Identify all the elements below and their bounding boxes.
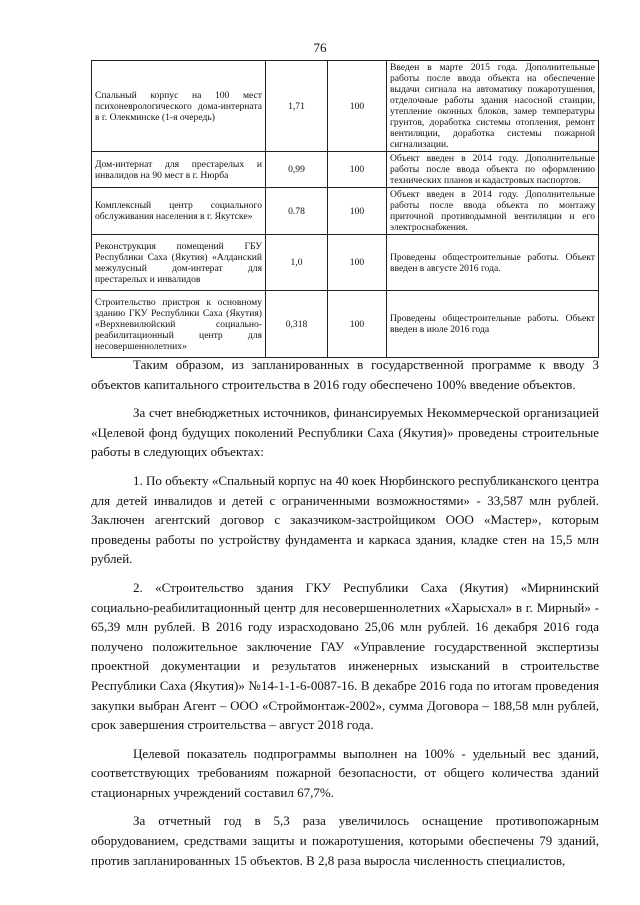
note-cell: Проведены общестроительные работы. Объект введен в августе 2016 года. <box>387 235 599 291</box>
paragraph: Целевой показатель подпрограммы выполнен на 100% - удельный вес зданий, соответствующих требованиям пожарной безопасности, от общего количества зданий стационарных учреждений составил 67,7%. <box>91 745 599 800</box>
value-cell: 1,71 <box>266 61 328 152</box>
object-name-cell: Дом-интернат для престарелых и инвалидов на 90 мест в г. Нюрба <box>92 152 266 188</box>
object-name-cell: Строительство пристроя к основному зданию ГКУ Республики Саха (Якутия) «Верхневилюйский социально-реабилитационный центр для несовершеннолетних» <box>92 291 266 358</box>
object-name-cell: Спальный корпус на 100 мест психоневрологического дома-интерната в г. Олекминске (1-я очередь) <box>92 61 266 152</box>
table-row <box>92 188 599 235</box>
value-cell: 0,318 <box>266 291 328 358</box>
percent-cell: 100 <box>328 188 387 235</box>
object-name-cell: Реконструкция помещений ГБУ Республики Саха (Якутия) «Алданский межулусный дом-интерат для престарелых и инвалидов <box>92 235 266 291</box>
paragraph: 1. По объекту «Спальный корпус на 40 коек Нюрбинского республиканского центра для детей инвалидов и детей с ограниченными возможностями» - 33,587 млн рублей. Заключен агентский договор с заказчиком-застройщиком ООО «Мастер», которым проведены работы по устройству фундамента и каркаса здания, кладке стен на 15,5 млн рублей. <box>91 472 599 567</box>
table-row <box>92 291 599 358</box>
percent-cell: 100 <box>328 152 387 188</box>
paragraph: Таким образом, из запланированных в государственной программе к вводу 3 объектов капитального строительства в 2016 году обеспечено 100% введение объектов. <box>91 357 599 392</box>
table-row <box>92 235 599 291</box>
body-text <box>91 355 599 870</box>
note-cell: Объект введен в 2014 году. Дополнительные работы после ввода объекта по монтажу приточной противодымной вентиляции и его электроснабжения. <box>387 188 599 235</box>
percent-cell: 100 <box>328 61 387 152</box>
paragraph: За отчетный год в 5,3 раза увеличилось оснащение противопожарным оборудованием, средствами защиты и пожаротушения, которыми обеспечены 79 зданий, против запланированных 15 объектов. В 2,8 раза выросла численность специалистов, <box>91 813 599 868</box>
value-cell: 0.78 <box>266 188 328 235</box>
table-row <box>92 61 599 152</box>
percent-cell: 100 <box>328 235 387 291</box>
construction-objects-table <box>91 60 599 358</box>
value-cell: 1,0 <box>266 235 328 291</box>
note-cell: Объект введен в 2014 году. Дополнительные работы после ввода объекта по оформлению технических планов и кадастровых паспортов. <box>387 152 599 188</box>
percent-cell: 100 <box>328 291 387 358</box>
value-cell: 0,99 <box>266 152 328 188</box>
table-row <box>92 152 599 188</box>
object-name-cell: Комплексный центр социального обслуживания населения в г. Якутске» <box>92 188 266 235</box>
note-cell: Введен в марте 2015 года. Дополнительные работы после ввода объекта на обеспечение выдачи сигнала на автоматику пожаротушения, отделочные работы здания насосной станции, утепление оконных блоков, замер температуры грунтов, доработка системы отопления, ремонт вентиляции, доработка системы пожарной сигнализации. <box>387 61 599 152</box>
paragraph: За счет внебюджетных источников, финансируемых Некоммерческой организацией «Целевой фонд будущих поколений Республики Саха (Якутия)» проведены строительные работы в следующих объектах: <box>91 405 599 460</box>
paragraph: 2. «Строительство здания ГКУ Республики Саха (Якутия) «Мирнинский социально-реабилитационный центр для несовершеннолетних «Харысхал» в г. Мирный» - 65,39 млн рублей. В 2016 году израсходовано 25,06 млн рублей. 16 декабря 2016 года получено положительное заключение ГАУ «Управление государственной экспертизы проектной документации и результатов инженерных изысканий в строительстве Республики Саха (Якутия)» №14-1-1-6-0087-16. В декабре 2016 года по итогам проведения закупки выбран Агент – ООО «Строймонтаж-2002», сумма Договора – 188,58 млн рублей, срок завершения строительства – август 2018 года. <box>91 579 599 733</box>
note-cell: Проведены общестроительные работы. Объект введен в июле 2016 года <box>387 291 599 358</box>
page-number: 76 <box>313 40 327 55</box>
